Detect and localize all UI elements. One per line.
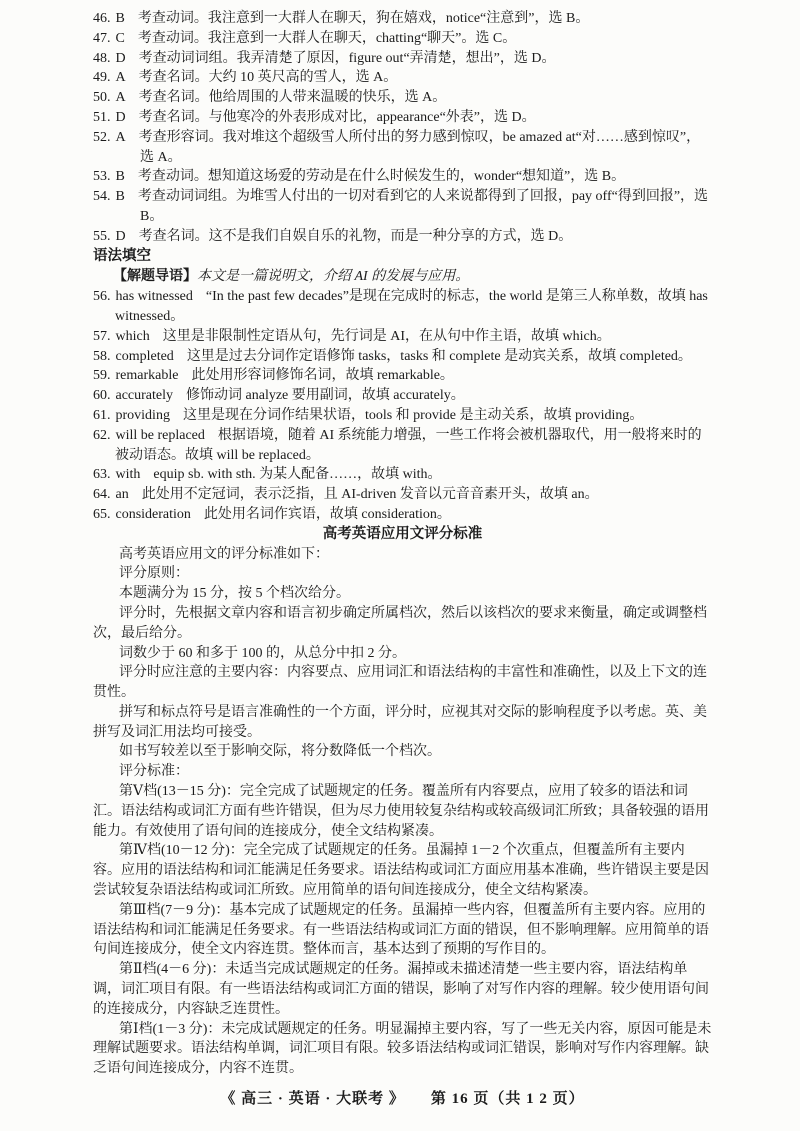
answer-item <box>93 485 712 505</box>
scoring-paragraph: 评分时应注意的主要内容：内容要点、应用词汇和语法结构的丰富性和准确性，以及上下文的连贯性。 <box>93 665 707 701</box>
item-number: 64. <box>93 487 111 503</box>
answer-item <box>93 167 712 187</box>
item-explanation: 考查动词。想知道这场爱的劳动是在什么时候发生的，wonder“想知道”，选 B。 <box>137 169 626 185</box>
item-number: 49. <box>93 70 111 86</box>
scoring-paragraph: 评分原则： <box>119 566 189 582</box>
section-heading-grammar-cloze: 语法填空 <box>93 247 151 264</box>
answer-item <box>93 327 712 347</box>
item-explanation: 这里是非限制性定语从句，先行词是 AI，在从句中作主语，故填 which。 <box>162 328 611 344</box>
item-answer-letter: A <box>115 129 126 145</box>
scoring-paragraph: 本题满分为 15 分，按 5 个档次给分。 <box>119 586 350 602</box>
cloze-answer-list <box>93 9 712 247</box>
item-answer-word: consideration <box>115 506 191 522</box>
intro-note-text: 本文是一篇说明文，介绍 AI 的发展与应用。 <box>197 269 470 285</box>
item-explanation: 这里是过去分词作定语修饰 tasks，tasks 和 complete 是动宾关系，故填 completed。 <box>186 348 692 364</box>
answer-item <box>93 505 712 525</box>
scoring-standard-body <box>93 545 712 1080</box>
answer-item <box>93 227 712 247</box>
scoring-paragraph: 评分时，先根据文章内容和语言初步确定所属档次，然后以该档次的要求来衡量，确定或调整档次，最后给分。 <box>93 605 707 641</box>
item-explanation: 此处用形容词修饰名词，故填 remarkable。 <box>191 368 454 384</box>
answer-item <box>93 128 712 168</box>
item-explanation: “In the past few decades”是现在完成时的标志，the world 是第三人称单数，故填 has witnessed。 <box>115 289 708 324</box>
item-explanation: 这里是现在分词作结果状语，tools 和 provide 是主动关系，故填 providing。 <box>182 407 644 423</box>
scoring-paragraph: 如书写较差以至于影响交际，将分数降低一个档次。 <box>119 744 441 760</box>
item-answer-letter: A <box>115 70 126 86</box>
item-answer-word: will be replaced <box>115 427 205 443</box>
intro-note-label: 【解题导语】 <box>113 267 197 284</box>
answer-item <box>93 9 712 29</box>
item-answer-word: providing <box>115 407 170 423</box>
item-answer-letter: D <box>115 50 126 66</box>
scoring-paragraph: 词数少于 60 和多于 100 的，从总分中扣 2 分。 <box>119 645 406 661</box>
scoring-paragraph: 第Ⅰ档(1－3 分)：未完成试题规定的任务。明显漏掉主要内容，写了一些无关内容，原因可能是未理解试题要求。语法结构单调，词汇项目有限。较多语法结构或词汇错误，影响对写作内容理解。缺乏语句间连接成分，内容不连贯。 <box>93 1021 712 1077</box>
scoring-standard-title: 高考英语应用文评分标准 <box>322 525 483 542</box>
item-number: 65. <box>93 506 111 522</box>
item-answer-word: an <box>115 487 129 503</box>
grammar-answer-list <box>93 287 712 525</box>
answer-item <box>93 426 712 466</box>
item-explanation: 考查名词。他给周围的人带来温暖的快乐，选 A。 <box>138 90 447 106</box>
item-answer-word: completed <box>115 348 174 364</box>
item-answer-word: which <box>115 328 150 344</box>
answer-item <box>93 386 712 406</box>
answer-item <box>93 49 712 69</box>
answer-item <box>93 108 712 128</box>
item-explanation: equip sb. with sth. 为某人配备……，故填 with。 <box>153 467 442 483</box>
item-number: 56. <box>93 289 111 305</box>
scoring-paragraph: 拼写和标点符号是语言准确性的一个方面，评分时，应视其对交际的影响程度予以考虑。英、美拼写及词汇用法均可接受。 <box>93 704 707 740</box>
item-number: 50. <box>93 90 111 106</box>
item-number: 63. <box>93 467 111 483</box>
item-explanation: 考查名词。这不是我们自娱自乐的礼物，而是一种分享的方式，选 D。 <box>138 228 573 244</box>
item-answer-letter: C <box>115 30 125 46</box>
answer-item <box>93 347 712 367</box>
item-explanation: 考查名词。与他寒冷的外表形成对比，appearance“外表”，选 D。 <box>138 109 536 125</box>
item-explanation: 考查动词词组。为堆雪人付出的一切对看到它的人来说都得到了回报，pay off“得到回报”，选 B。 <box>137 189 709 224</box>
item-answer-word: remarkable <box>115 368 179 384</box>
item-explanation: 考查动词。我注意到一大群人在聊天，chatting“聊天”。选 C。 <box>137 30 517 46</box>
intro-note <box>93 266 712 287</box>
scoring-paragraph: 第Ⅴ档(13－15 分)：完全完成了试题规定的任务。覆盖所有内容要点，应用了较多的语法和词汇。语法结构或词汇方面有些许错误，但为尽力使用较复杂结构或较高级词汇所致；具备较强的语用能力。有效使用了语句间的连接成分，使全文结构紧凑。 <box>93 784 709 839</box>
item-answer-letter: A <box>115 90 126 106</box>
answer-item <box>93 406 712 426</box>
item-number: 57. <box>93 328 111 344</box>
item-number: 46. <box>93 11 111 26</box>
item-explanation: 此处用名词作宾语，故填 consideration。 <box>203 506 451 522</box>
item-answer-word: has witnessed <box>115 289 193 305</box>
item-number: 47. <box>93 30 111 46</box>
answer-item <box>93 29 712 49</box>
item-number: 58. <box>93 348 111 364</box>
scoring-paragraph: 第Ⅳ档(10－12 分)：完全完成了试题规定的任务。虽漏掉 1－2 个次重点，但覆盖所有主要内容。应用的语法结构和词汇能满足任务要求。语法结构或词汇方面应用基本准确，些许错误主要是因尝试较复杂语法结构或词汇所致。应用简单的语句间连接成分，使全文结构紧凑。 <box>93 843 709 899</box>
item-explanation: 修饰动词 analyze 要用副词，故填 accurately。 <box>186 388 465 404</box>
item-number: 61. <box>93 407 111 423</box>
answer-item <box>93 88 712 108</box>
scoring-paragraph: 第Ⅱ档(4－6 分)：未适当完成试题规定的任务。漏掉或未描述清楚一些主要内容，语法结构单调，词汇项目有限。有一些语法结构或词汇方面的错误，影响了对写作内容的理解。较少使用语句间的连接成分，内容缺乏连贯性。 <box>93 962 709 1017</box>
item-answer-letter: B <box>115 189 125 205</box>
footer-book-title: 《 高三 · 英语 · 大联考 》 <box>220 1091 405 1108</box>
item-number: 53. <box>93 169 111 185</box>
item-number: 62. <box>93 427 111 443</box>
answer-item <box>93 68 712 88</box>
answer-item <box>93 187 712 227</box>
item-number: 52. <box>93 129 111 145</box>
item-explanation: 考查动词词组。我弄清楚了原因，figure out“弄清楚，想出”，选 D。 <box>138 50 556 66</box>
item-explanation: 根据语境，随着 AI 系统能力增强，一些工作将会被机器取代，用一般将来时的被动语态。故填 will be replaced。 <box>115 427 702 463</box>
item-explanation: 考查动词。我注意到一大群人在聊天，狗在嬉戏，notice“注意到”，选 B。 <box>137 11 590 26</box>
item-number: 60. <box>93 388 111 404</box>
item-answer-letter: B <box>115 169 125 185</box>
scoring-paragraph: 高考英语应用文的评分标准如下： <box>119 546 329 562</box>
scoring-paragraph: 评分标准： <box>119 764 189 780</box>
item-number: 51. <box>93 109 111 125</box>
answer-item <box>93 366 712 386</box>
item-number: 55. <box>93 228 111 244</box>
item-answer-letter: B <box>115 11 125 26</box>
item-number: 54. <box>93 189 111 205</box>
item-explanation: 考查名词。大约 10 英尺高的雪人，选 A。 <box>138 70 398 86</box>
item-explanation: 考查形容词。我对堆这个超级雪人所付出的努力感到惊叹，be amazed at“对……感到惊叹”，选 A。 <box>138 129 701 165</box>
item-number: 59. <box>93 368 111 384</box>
answer-item <box>93 465 712 485</box>
item-number: 48. <box>93 50 111 66</box>
footer-page-number: 第 16 页（共 1 2 页） <box>430 1091 585 1108</box>
page-footer <box>93 1089 712 1109</box>
item-explanation: 此处用不定冠词，表示泛指，且 AI-driven 发音以元音音素开头，故填 an。 <box>141 487 599 503</box>
item-answer-word: accurately <box>115 388 174 404</box>
scoring-paragraph: 第Ⅲ档(7－9 分)：基本完成了试题规定的任务。虽漏掉一些内容，但覆盖所有主要内容。应用的语法结构和词汇能满足任务要求。有一些语法结构或词汇方面的错误，但不影响理解。应用简单的语句间连接成分，使全文内容连贯。整体而言，基本达到了预期的写作目的。 <box>93 902 709 958</box>
answer-item <box>93 287 712 327</box>
item-answer-word: with <box>115 467 141 483</box>
item-answer-letter: D <box>115 109 126 125</box>
item-answer-letter: D <box>115 228 126 244</box>
